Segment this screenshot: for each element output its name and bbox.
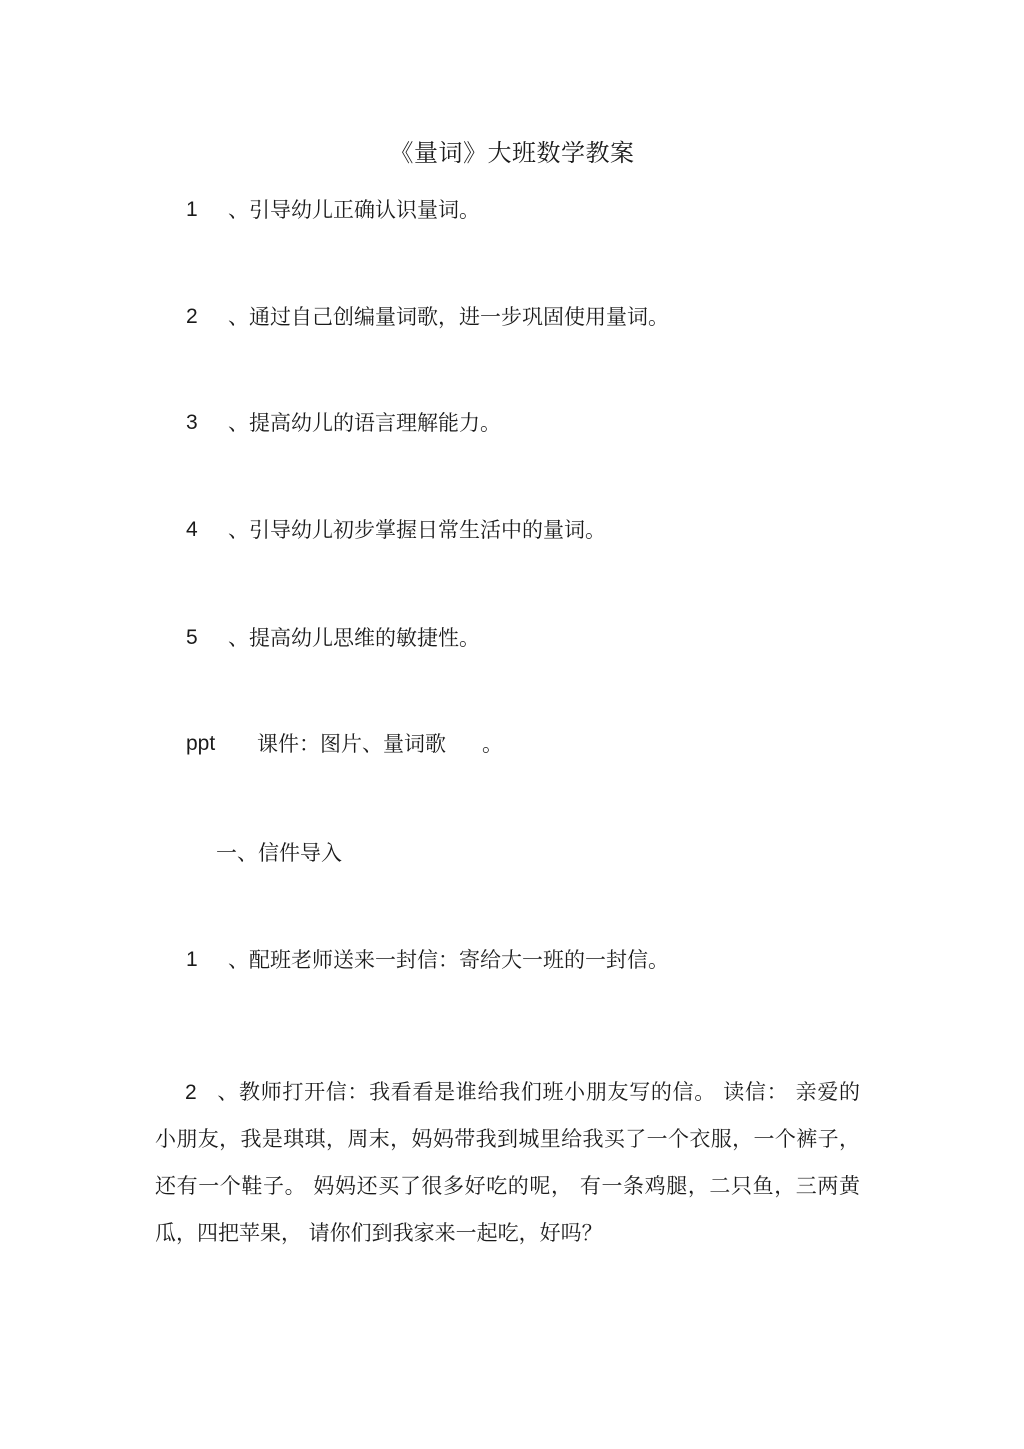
step-2-number: 2 bbox=[185, 1081, 197, 1104]
materials-prefix: ppt bbox=[186, 732, 216, 755]
goal-2-number: 2 bbox=[186, 305, 198, 328]
goal-5-number: 5 bbox=[186, 626, 198, 649]
materials-text: 课件：图片、量词歌 bbox=[257, 732, 446, 756]
goal-4-text: 、引导幼儿初步掌握日常生活中的量词。 bbox=[228, 518, 606, 542]
goal-1-text: 、引导幼儿正确认识量词。 bbox=[228, 198, 480, 222]
goal-3-number: 3 bbox=[186, 411, 198, 434]
goal-3-text: 、提高幼儿的语言理解能力。 bbox=[228, 411, 501, 435]
goal-5-text: 、提高幼儿思维的敏捷性。 bbox=[228, 626, 480, 650]
step-1-number: 1 bbox=[186, 948, 198, 971]
goal-4-number: 4 bbox=[186, 518, 198, 541]
materials-end: 。 bbox=[482, 732, 503, 756]
document-title: 《量词》大班数学教案 bbox=[389, 139, 635, 167]
goal-1-number: 1 bbox=[186, 198, 198, 221]
section-heading: 一、信件导入 bbox=[216, 841, 342, 865]
step-2-paragraph bbox=[155, 1069, 860, 1257]
goal-2-text: 、通过自己创编量词歌，进一步巩固使用量词。 bbox=[228, 305, 669, 329]
step-2-text: 、教师打开信：我看看是谁给我们班小朋友写的信。 读信： 亲爱的小朋友，我是琪琪，周末，妈妈带我到城里给我买了一个衣服，一个裤子，还有一个鞋子。 妈妈还买了很多好吃的呢， 有一条鸡腿，二只鱼，三两黄瓜，四把苹果， 请你们到我家来一起吃，好吗？ bbox=[155, 1080, 860, 1245]
step-1-text: 、配班老师送来一封信：寄给大一班的一封信。 bbox=[228, 948, 669, 972]
